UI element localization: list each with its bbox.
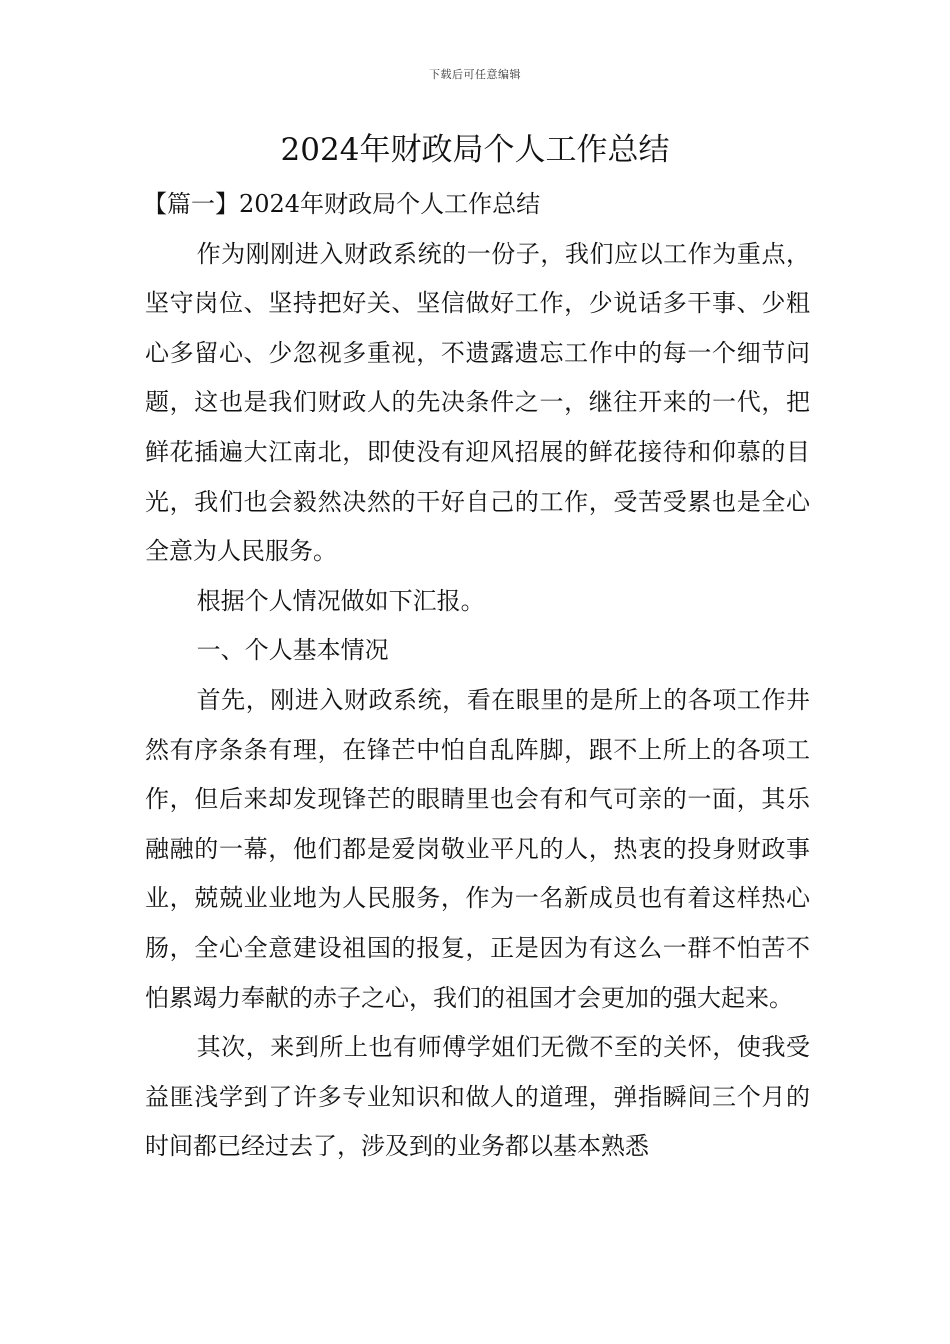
document-title: 2024年财政局个人工作总结: [280, 132, 670, 168]
paragraph-first: 首先，刚进入财政系统，看在眼里的是所上的各项工作井然有序条条有理，在锋芒中怕自乱阵脚，跟不上所上的各项工作，但后来却发现锋芒的眼睛里也会有和气可亲的一面，其乐融融的一幕，他们都是爱岗敬业平凡的人，热衷的投身财政事业，兢兢业业地为人民服务，作为一名新成员也有着这样热心肠，全心全意建设祖国的报复，正是因为有这么一群不怕苦不怕累竭力奉献的赤子之心，我们的祖国才会更加的强大起来。: [145, 685, 810, 1012]
document-body: [145, 180, 810, 1172]
header-note: 下载后可任意编辑: [429, 68, 521, 81]
section-heading-basic-info: 一、个人基本情况: [196, 636, 389, 665]
paragraph-report-lead: 根据个人情况做如下汇报。: [196, 586, 485, 615]
section-subtitle: 【篇一】2024年财政局个人工作总结: [143, 190, 541, 218]
paragraph-intro: 作为刚刚进入财政系统的一份子，我们应以工作为重点，坚守岗位、坚持把好关、坚信做好工作，少说话多干事、少粗心多留心、少忽视多重视，不遗露遗忘工作中的每一个细节问题，这也是我们财政人的先决条件之一，继往开来的一代，把鲜花插遍大江南北，即使没有迎风招展的鲜花接待和仰慕的目光，我们也会毅然决然的干好自己的工作，受苦受累也是全心全意为人民服务。: [145, 239, 810, 566]
paragraph-second: 其次，来到所上也有师傅学姐们无微不至的关怀，使我受益匪浅学到了许多专业知识和做人的道理，弹指瞬间三个月的时间都已经过去了，涉及到的业务都以基本熟悉: [145, 1033, 810, 1161]
